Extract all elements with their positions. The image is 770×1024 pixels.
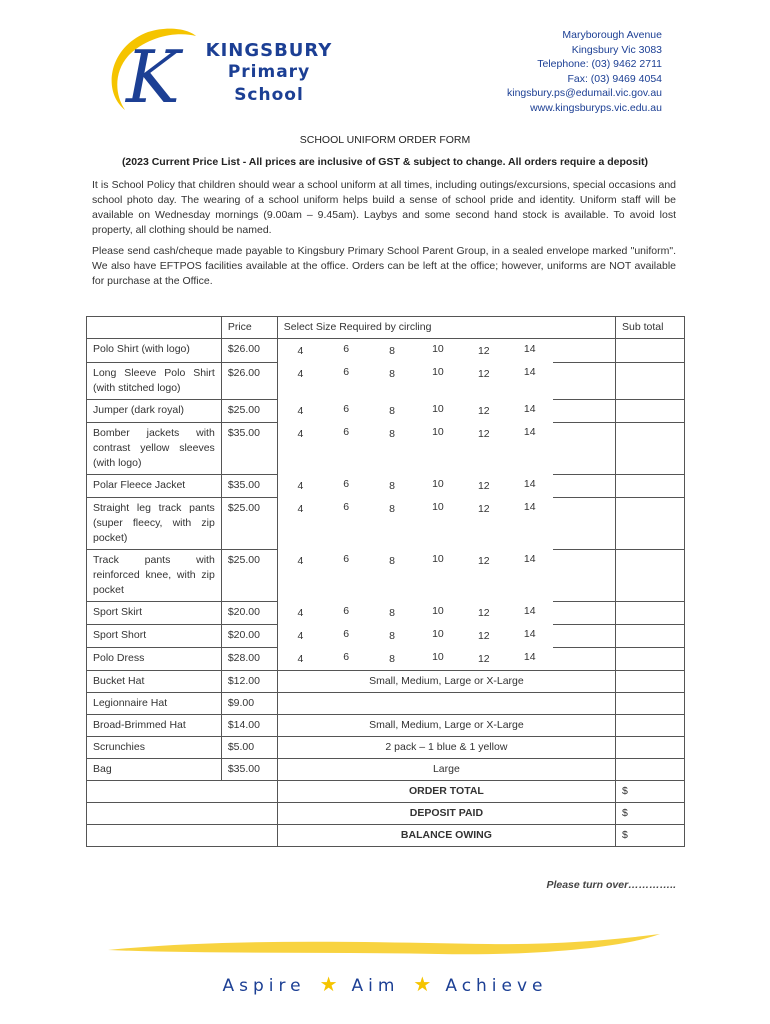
size-option[interactable]: 12 <box>477 653 490 665</box>
total-value[interactable]: $ <box>616 781 685 803</box>
table-row <box>87 362 685 399</box>
star-icon: ★ <box>413 972 432 996</box>
size-option[interactable]: 6 <box>343 343 350 355</box>
item-price: $5.00 <box>221 737 277 759</box>
size-option[interactable]: 8 <box>389 480 395 492</box>
header-sizes: Select Size Required by circling <box>277 317 615 339</box>
website-link[interactable]: www.kingsburyps.vic.edu.au <box>530 101 662 114</box>
size-option[interactable]: 4 <box>297 345 304 357</box>
item-option[interactable]: Small, Medium, Large or X-Large <box>277 671 615 693</box>
subtotal-cell[interactable] <box>616 362 685 399</box>
table-row <box>87 647 685 671</box>
size-option[interactable]: 8 <box>389 653 395 665</box>
size-option[interactable]: 10 <box>432 478 444 490</box>
totals-blank <box>87 781 278 803</box>
size-spacer <box>553 647 616 671</box>
item-price: $25.00 <box>221 399 277 422</box>
size-option[interactable]: 12 <box>477 630 490 642</box>
size-option[interactable]: 10 <box>432 403 444 415</box>
item-name: Polar Fleece Jacket <box>87 474 222 497</box>
contact-details <box>507 28 662 116</box>
size-option[interactable]: 4 <box>297 503 304 515</box>
subtotal-cell[interactable] <box>616 671 685 693</box>
table-row <box>87 339 685 363</box>
size-option[interactable]: 10 <box>432 426 444 438</box>
size-option[interactable]: 14 <box>523 501 536 513</box>
item-name: Legionnaire Hat <box>87 693 222 715</box>
size-option[interactable]: 10 <box>432 501 444 513</box>
size-option[interactable]: 12 <box>477 368 490 380</box>
total-label: ORDER TOTAL <box>277 781 615 803</box>
table-header-row <box>87 317 685 339</box>
size-spacer <box>553 497 616 549</box>
logo-letter: K <box>126 35 180 119</box>
subtotal-cell[interactable] <box>616 715 685 737</box>
size-option[interactable]: 12 <box>477 405 490 417</box>
size-option[interactable]: 8 <box>389 607 395 619</box>
size-option[interactable]: 12 <box>477 555 490 567</box>
item-price: $14.00 <box>221 715 277 737</box>
size-option[interactable]: 6 <box>343 403 350 415</box>
size-option[interactable]: 10 <box>432 628 444 640</box>
subtotal-cell[interactable] <box>616 422 685 474</box>
size-option[interactable]: 6 <box>343 426 350 438</box>
size-option[interactable]: 14 <box>523 478 536 490</box>
size-option[interactable]: 4 <box>297 405 304 417</box>
size-spacer <box>553 362 616 399</box>
size-option[interactable]: 4 <box>297 368 304 380</box>
item-price: $26.00 <box>221 362 277 399</box>
subtotal-cell[interactable] <box>616 601 685 624</box>
size-spacer <box>553 422 616 474</box>
item-price: $20.00 <box>221 601 277 624</box>
size-option[interactable]: 12 <box>477 503 490 515</box>
policy-paragraph: It is School Policy that children should wear a school uniform at all times, including outings/excursions, special occasions and school photo day. The wearing of a school uniform helps build a sense of school pride and identity. Uniform staff will be available on Wednesday mornings (9.00am – 9.45am). Laybys and some second hand stock is available. To avoid lost property, all clothing should be named. <box>92 179 676 236</box>
subtotal-cell[interactable] <box>616 693 685 715</box>
table-row <box>87 399 685 422</box>
size-option[interactable]: 12 <box>477 428 490 440</box>
school-logo <box>100 22 340 122</box>
size-option[interactable]: 4 <box>297 555 304 567</box>
table-row <box>87 549 685 601</box>
table-row <box>87 671 685 693</box>
subtotal-cell[interactable] <box>616 624 685 647</box>
size-option[interactable]: 8 <box>389 555 395 567</box>
item-name: Polo Shirt (with logo) <box>87 339 222 363</box>
address-suburb: Kingsbury Vic 3083 <box>571 43 662 56</box>
size-option[interactable]: 4 <box>297 607 304 619</box>
size-option[interactable]: 4 <box>297 480 304 492</box>
item-name: Bag <box>87 759 222 781</box>
item-price: $20.00 <box>221 624 277 647</box>
address-street: Maryborough Avenue <box>562 29 662 41</box>
size-option[interactable]: 14 <box>523 403 536 415</box>
totals-row <box>87 803 685 825</box>
item-name: Long Sleeve Polo Shirt (with stitched logo) <box>87 362 222 399</box>
size-option[interactable]: 6 <box>343 501 350 513</box>
turn-over-note: Please turn over………….. <box>546 879 676 891</box>
size-spacer <box>553 624 616 647</box>
size-option[interactable]: 14 <box>523 366 536 378</box>
size-option[interactable]: 10 <box>432 553 444 565</box>
size-option[interactable]: 8 <box>389 405 395 417</box>
totals-row <box>87 825 685 847</box>
item-price: $26.00 <box>221 339 277 363</box>
table-row <box>87 624 685 647</box>
motto-achieve: Achieve <box>445 976 548 996</box>
subtotal-cell[interactable] <box>616 474 685 497</box>
item-price: $12.00 <box>221 671 277 693</box>
header-price: Price <box>221 317 277 339</box>
item-name: Bomber jackets with contrast yellow sleeves (with logo) <box>87 422 222 474</box>
size-option[interactable]: 8 <box>389 630 395 642</box>
star-icon: ★ <box>319 972 338 996</box>
size-option[interactable]: 6 <box>343 628 350 640</box>
size-option[interactable]: 6 <box>343 366 350 378</box>
item-option[interactable]: Large <box>277 759 615 781</box>
size-option[interactable]: 14 <box>523 343 536 355</box>
size-option[interactable]: 8 <box>389 345 395 357</box>
size-option[interactable]: 6 <box>343 478 350 490</box>
school-name <box>204 40 334 107</box>
size-option[interactable]: 4 <box>297 630 304 642</box>
size-option[interactable]: 4 <box>297 653 304 665</box>
size-spacer <box>553 339 616 363</box>
size-option[interactable]: 8 <box>389 503 395 515</box>
table-row <box>87 715 685 737</box>
yellow-brushstroke <box>108 930 663 960</box>
size-spacer <box>553 399 616 422</box>
item-price: $35.00 <box>221 422 277 474</box>
header-subtotal: Sub total <box>616 317 685 339</box>
logo-swoosh-icon <box>100 22 210 122</box>
size-option[interactable]: 14 <box>523 651 536 663</box>
item-name: Track pants with reinforced knee, with zip pocket <box>87 549 222 601</box>
email-link[interactable]: kingsbury.ps@edumail.vic.gov.au <box>506 87 662 100</box>
telephone: Telephone: (03) 9462 2711 <box>537 58 662 71</box>
item-name: Sport Short <box>87 624 222 647</box>
size-option[interactable]: 10 <box>432 343 444 355</box>
size-option[interactable]: 12 <box>477 607 490 619</box>
size-option[interactable]: 6 <box>343 553 350 565</box>
form-title: SCHOOL UNIFORM ORDER FORM <box>299 134 471 146</box>
totals-blank <box>87 803 278 825</box>
size-option[interactable]: 14 <box>523 553 536 565</box>
item-name: Sport Skirt <box>87 601 222 624</box>
item-name: Polo Dress <box>87 647 222 671</box>
item-name: Bucket Hat <box>87 671 222 693</box>
fax: Fax: (03) 9469 4054 <box>567 72 662 85</box>
motto-aspire: Aspire <box>222 976 306 996</box>
item-price: $25.00 <box>221 549 277 601</box>
subtotal-cell[interactable] <box>616 647 685 671</box>
table-row <box>87 737 685 759</box>
motto-aim: Aim <box>351 976 400 996</box>
size-option[interactable]: 14 <box>523 426 536 438</box>
size-option[interactable]: 14 <box>523 605 536 617</box>
item-price: $35.00 <box>221 759 277 781</box>
total-value[interactable]: $ <box>616 825 685 847</box>
table-row <box>87 497 685 549</box>
subtotal-cell[interactable] <box>616 497 685 549</box>
item-price: $9.00 <box>221 693 277 715</box>
size-option[interactable]: 10 <box>432 605 444 617</box>
order-table <box>86 316 685 847</box>
size-spacer <box>553 549 616 601</box>
item-name: Straight leg track pants (super fleecy, with zip pocket) <box>87 497 222 549</box>
size-option[interactable]: 8 <box>389 428 395 440</box>
totals-blank <box>87 825 278 847</box>
subtotal-cell[interactable] <box>616 339 685 363</box>
size-option[interactable]: 6 <box>343 605 350 617</box>
total-label: BALANCE OWING <box>277 825 615 847</box>
table-row <box>87 601 685 624</box>
item-name: Scrunchies <box>87 737 222 759</box>
subtotal-cell[interactable] <box>616 759 685 781</box>
size-spacer <box>553 474 616 497</box>
school-name-line2: Primary <box>227 62 311 82</box>
table-row <box>87 422 685 474</box>
size-option[interactable]: 12 <box>477 480 490 492</box>
totals-row <box>87 781 685 803</box>
school-name-line1: KINGSBURY <box>205 40 333 61</box>
size-option[interactable]: 10 <box>432 651 444 663</box>
size-option[interactable]: 6 <box>343 651 350 663</box>
size-option[interactable]: 4 <box>297 428 304 440</box>
item-price: $28.00 <box>221 647 277 671</box>
item-price: $25.00 <box>221 497 277 549</box>
subtotal-cell[interactable] <box>616 399 685 422</box>
total-label: DEPOSIT PAID <box>277 803 615 825</box>
subtotal-cell[interactable] <box>616 737 685 759</box>
table-row <box>87 693 685 715</box>
item-price: $35.00 <box>221 474 277 497</box>
total-value[interactable]: $ <box>616 803 685 825</box>
payment-paragraph: Please send cash/cheque made payable to Kingsbury Primary School Parent Group, in a sealed envelope marked "uniform". We also have EFTPOS facilities available at the office. Orders can be left at the office; however, uniforms are NOT available for purchase at the Office. <box>92 245 676 287</box>
header-item <box>87 317 222 339</box>
school-name-line3: School <box>234 85 304 105</box>
school-motto <box>0 972 770 996</box>
size-option[interactable]: 10 <box>432 366 444 378</box>
size-option[interactable]: 14 <box>523 628 536 640</box>
item-name: Broad-Brimmed Hat <box>87 715 222 737</box>
item-option[interactable] <box>277 693 615 715</box>
item-name: Jumper (dark royal) <box>87 399 222 422</box>
item-option[interactable]: 2 pack – 1 blue & 1 yellow <box>277 737 615 759</box>
size-option[interactable]: 8 <box>389 368 395 380</box>
table-row <box>87 759 685 781</box>
size-spacer <box>553 601 616 624</box>
subtotal-cell[interactable] <box>616 549 685 601</box>
size-option[interactable]: 12 <box>477 345 490 357</box>
form-subtitle: (2023 Current Price List - All prices are inclusive of GST & subject to change. All orders require a deposit) <box>121 156 649 168</box>
table-row <box>87 474 685 497</box>
item-option[interactable]: Small, Medium, Large or X-Large <box>277 715 615 737</box>
